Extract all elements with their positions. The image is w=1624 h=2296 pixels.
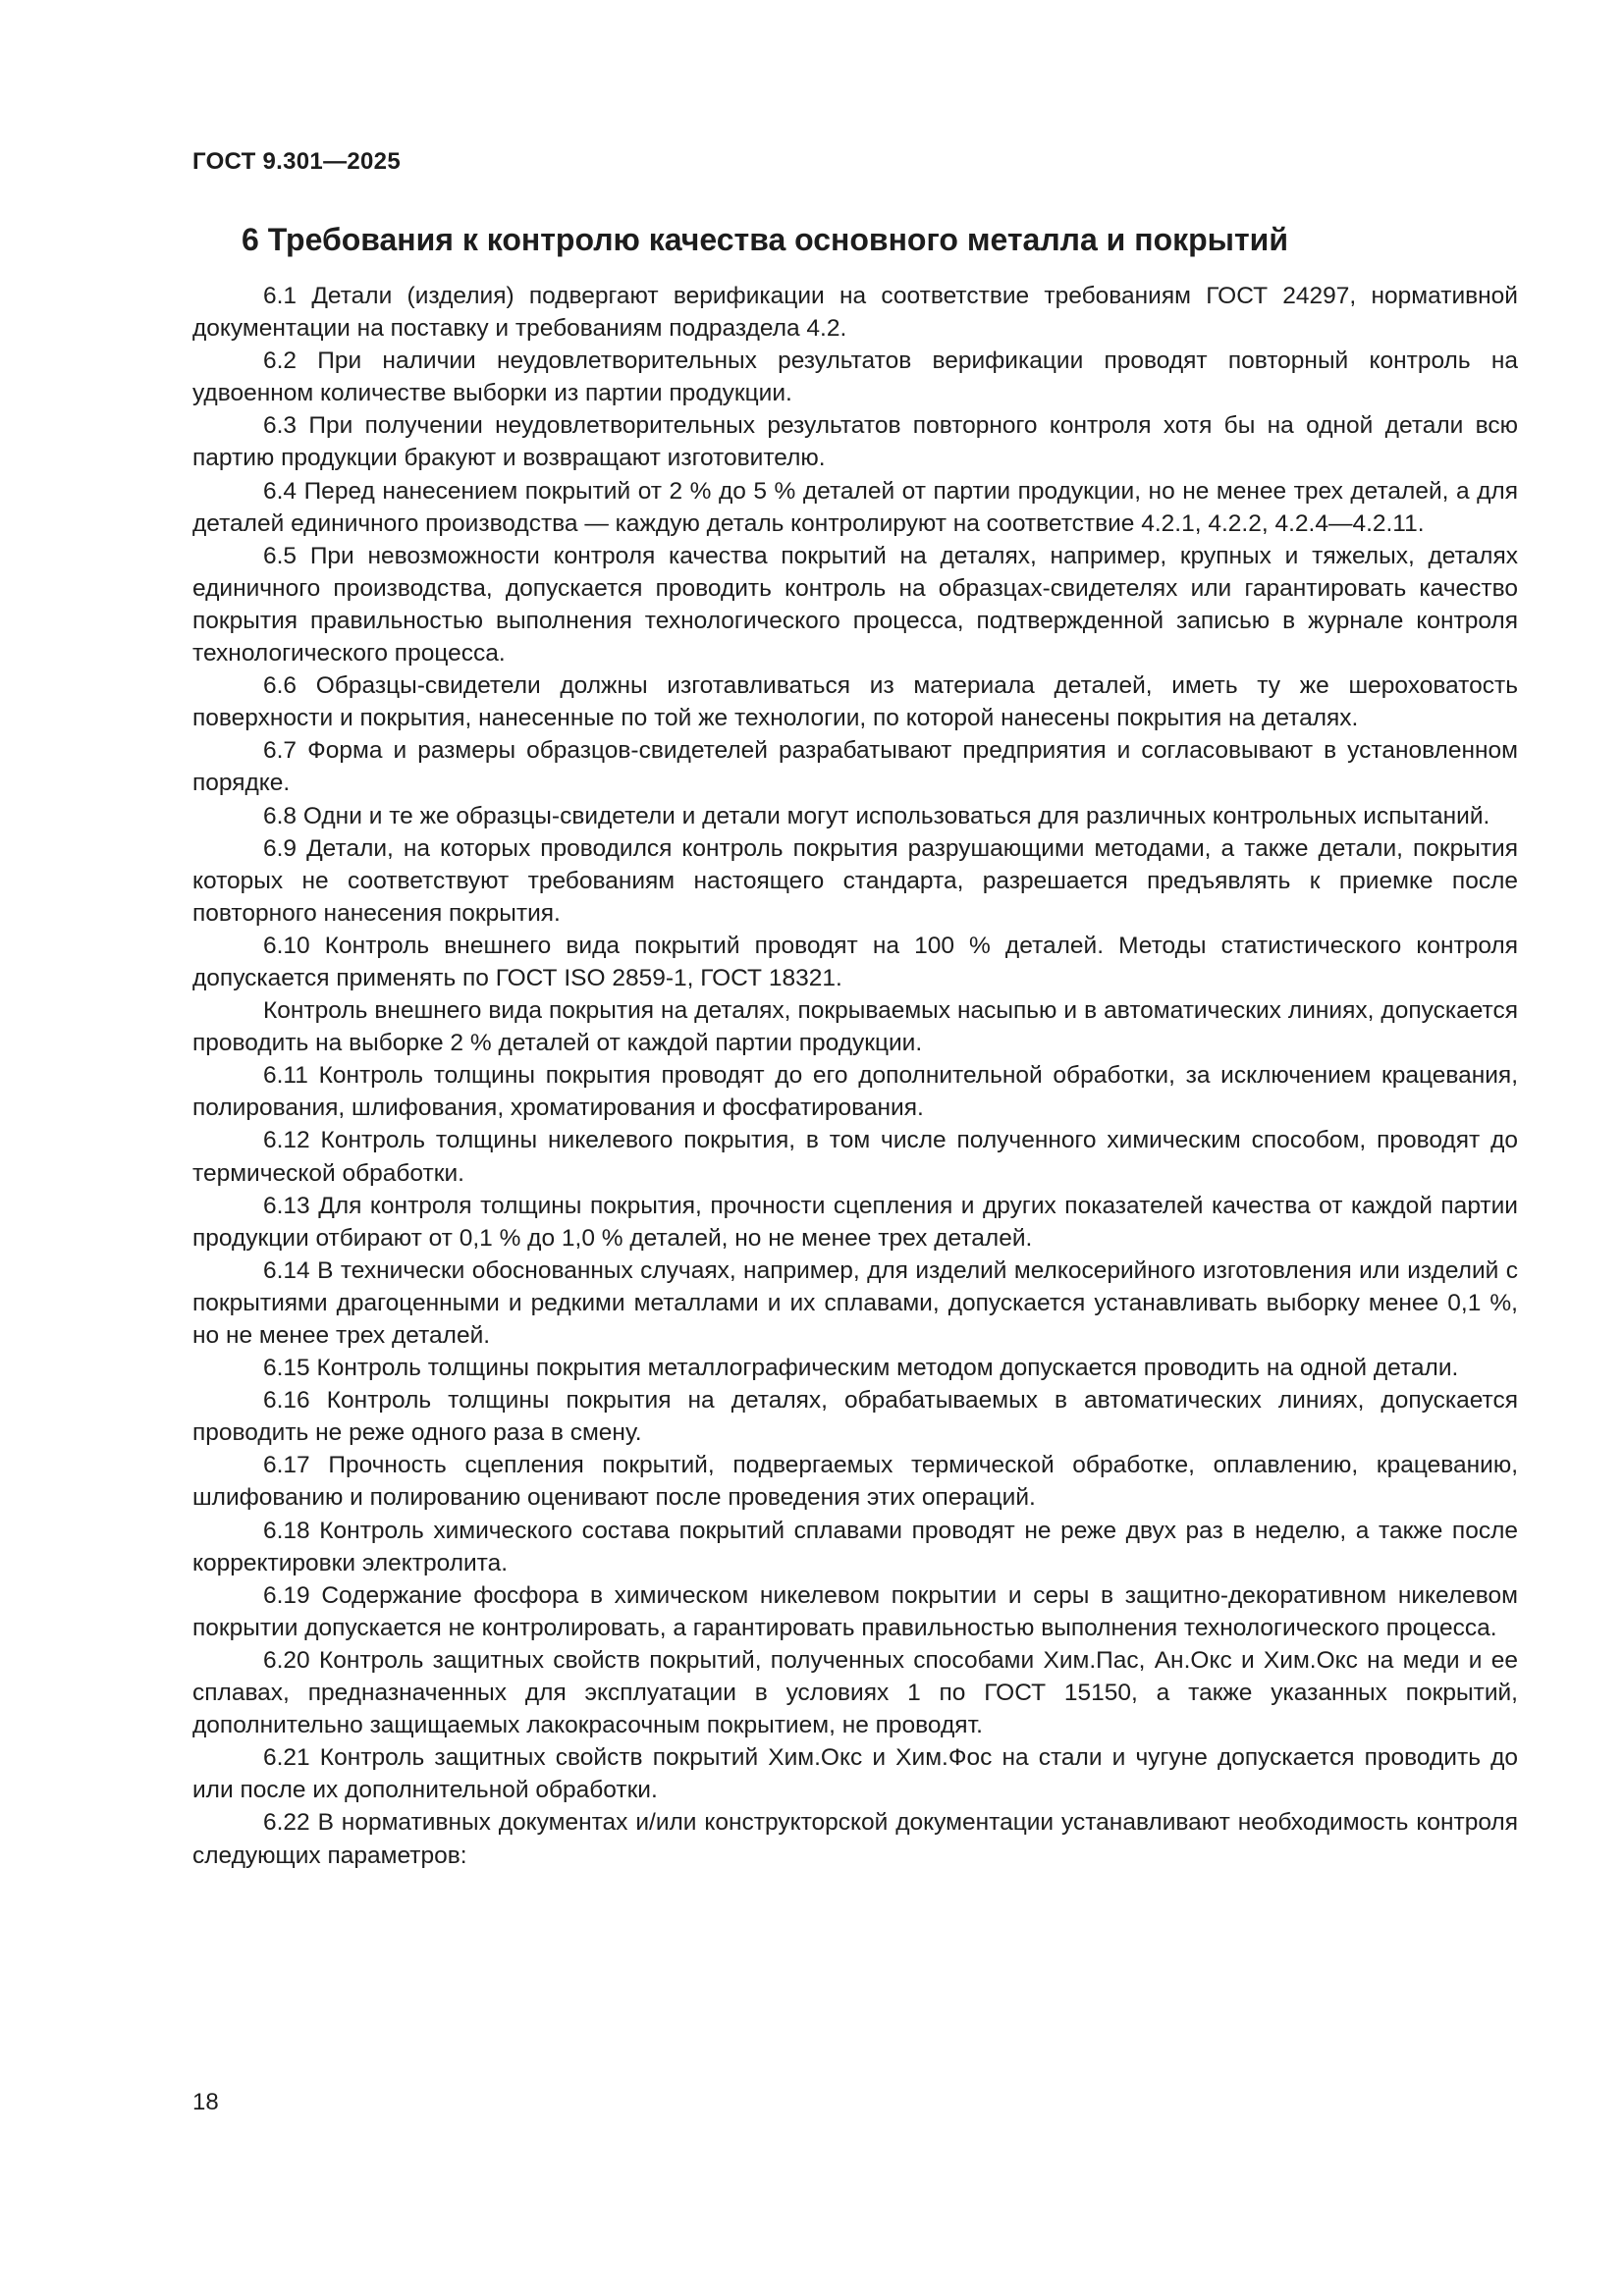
document-code: ГОСТ 9.301—2025 <box>192 148 401 175</box>
paragraph-6-11: 6.11 Контроль толщины покрытия проводят до его дополнительной обработки, за исключением крацевания, полирования, шлифования, хроматирования и фосфатирования. <box>192 1062 1518 1122</box>
paragraph-6-15: 6.15 Контроль толщины покрытия металлографическим методом допускается проводить на одной детали. <box>263 1355 1459 1382</box>
paragraph-6-3: 6.3 При получении неудовлетворительных результатов повторного контроля хотя бы на одной детали всю партию продукции бракуют и возвращают изготовителю. <box>192 412 1518 472</box>
paragraph-6-17: 6.17 Прочность сцепления покрытий, подвергаемых термической обработке, оплавлению, крацеванию, шлифованию и полированию оценивают после проведения этих операций. <box>192 1452 1518 1512</box>
paragraph-6-13: 6.13 Для контроля толщины покрытия, прочности сцепления и других показателей качества от каждой партии продукции отбирают от 0,1 % до 1,0 % деталей, но не менее трех деталей. <box>192 1192 1518 1252</box>
paragraph-6-21: 6.21 Контроль защитных свойств покрытий Хим.Окс и Хим.Фос на стали и чугуне допускается проводить до или после их дополнительной обработки. <box>192 1744 1518 1804</box>
paragraph-6-4: 6.4 Перед нанесением покрытий от 2 % до 5 % деталей от партии продукции, но не менее трех деталей, а для деталей единичного производства — каждую деталь контролируют на соответствие 4.2.1, 4.2.2, 4.2.4—4.2.11. <box>192 477 1518 537</box>
paragraph-6-18: 6.18 Контроль химического состава покрытий сплавами проводят не реже двух раз в неделю, а также после корректировки электролита. <box>192 1517 1518 1576</box>
paragraph-6-6: 6.6 Образцы-свидетели должны изготавливаться из материала деталей, иметь ту же шероховатость поверхности и покрытия, нанесенные по той же технологии, по которой нанесены покрытия на деталях. <box>192 672 1518 732</box>
paragraph-6-14: 6.14 В технически обоснованных случаях, например, для изделий мелкосерийного изготовления или изделий с покрытиями драгоценными и редкими металлами и их сплавами, допускается устанавливать выборку менее 0,1 %, но не менее трех деталей. <box>192 1256 1518 1349</box>
paragraph-6-8: 6.8 Одни и те же образцы-свидетели и детали могут использоваться для различных контрольных испытаний. <box>263 802 1490 829</box>
paragraph-6-10: 6.10 Контроль внешнего вида покрытий проводят на 100 % деталей. Методы статистического контроля допускается применять по ГОСТ ISO 2859-1, ГОСТ 18321. <box>192 932 1518 991</box>
paragraph-6-22: 6.22 В нормативных документах и/или конструкторской документации устанавливают необходимость контроля следующих параметров: <box>192 1809 1518 1869</box>
paragraph-6-19: 6.19 Содержание фосфора в химическом никелевом покрытии и серы в защитно-декоративном никелевом покрытии допускается не контролировать, а гарантировать правильностью выполнения технологического процесса. <box>192 1581 1518 1641</box>
section-body <box>192 280 1518 1872</box>
page-number: 18 <box>192 2089 219 2115</box>
paragraph-6-16: 6.16 Контроль толщины покрытия на деталях, обрабатываемых в автоматических линиях, допускается проводить не реже одного раза в смену. <box>192 1387 1518 1447</box>
paragraph-6-20: 6.20 Контроль защитных свойств покрытий, полученных способами Хим.Пас, Ан.Окс и Хим.Окс на меди и ее сплавах, предназначенных для эксплуатации в условиях 1 по ГОСТ 15150, а также указанных покрытий, дополнительно защищаемых лакокрасочным покрытием, не проводят. <box>192 1646 1518 1739</box>
paragraph-6-10-continued: Контроль внешнего вида покрытия на деталях, покрываемых насыпью и в автоматических линиях, допускается проводить на выборке 2 % деталей от каждой партии продукции. <box>192 997 1518 1057</box>
paragraph-6-7: 6.7 Форма и размеры образцов-свидетелей разрабатывают предприятия и согласовывают в установленном порядке. <box>192 737 1518 797</box>
paragraph-6-1: 6.1 Детали (изделия) подвергают верификации на соответствие требованиям ГОСТ 24297, нормативной документации на поставку и требованиям подраздела 4.2. <box>192 283 1518 343</box>
paragraph-6-12: 6.12 Контроль толщины никелевого покрытия, в том числе полученного химическим способом, проводят до термической обработки. <box>192 1127 1518 1187</box>
paragraph-6-5: 6.5 При невозможности контроля качества покрытий на деталях, например, крупных и тяжелых, деталях единичного производства, допускается проводить контроль на образцах-свидетелях или гарантировать качество покрытия правильностью выполнения технологического процесса, подтвержденной записью в журнале контроля технологического процесса. <box>192 542 1518 667</box>
paragraph-6-2: 6.2 При наличии неудовлетворительных результатов верификации проводят повторный контроль на удвоенном количестве выборки из партии продукции. <box>192 347 1518 407</box>
section-title: 6 Требования к контролю качества основного металла и покрытий <box>242 222 1289 257</box>
paragraph-6-9: 6.9 Детали, на которых проводился контроль покрытия разрушающими методами, а также детали, покрытия которых не соответствуют требованиям настоящего стандарта, разрешается предъявлять к приемке после повторного нанесения покрытия. <box>192 834 1518 927</box>
